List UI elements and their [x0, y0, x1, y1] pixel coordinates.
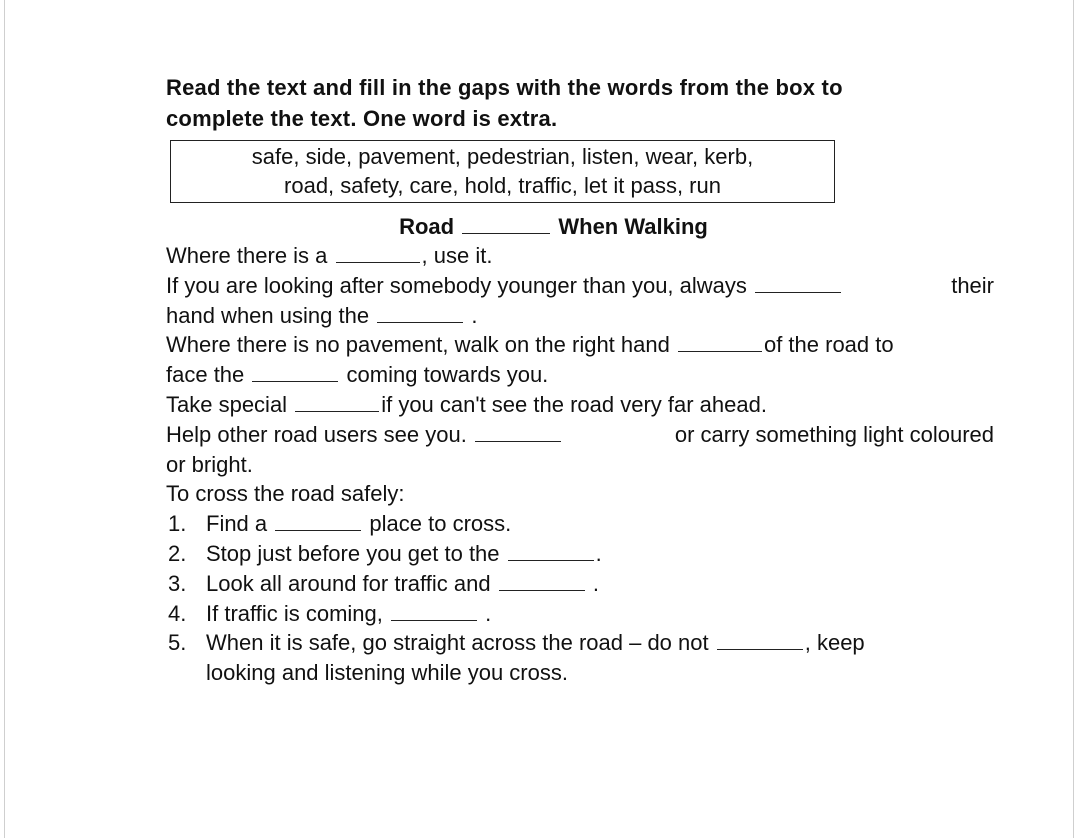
- step-text: Stop just before you get to the: [206, 540, 500, 566]
- gap-2[interactable]: [755, 274, 841, 293]
- word-box-line-2: road, safety, care, hold, traffic, let it pass, run: [284, 173, 721, 198]
- step-text: Find a: [206, 511, 268, 537]
- sentence-5-start: Help other road users see you.: [166, 421, 467, 447]
- sentence-6: To cross the road safely:: [166, 481, 405, 507]
- step-text-cont: looking and listening while you cross.: [206, 660, 568, 686]
- title-gap[interactable]: [462, 215, 550, 234]
- gap-1[interactable]: [336, 244, 420, 263]
- sentence-2-line-2: [166, 301, 1001, 331]
- step-3: [166, 569, 1001, 599]
- step-text: Look all around for traffic and: [206, 570, 491, 596]
- gap-5[interactable]: [252, 363, 338, 382]
- title-before-gap: Road: [399, 214, 455, 239]
- gap-11[interactable]: [391, 602, 477, 621]
- step-text-end: .: [595, 540, 602, 566]
- step-number: 5.: [168, 630, 187, 656]
- step-text-end: .: [485, 600, 492, 626]
- word-box: [170, 140, 835, 203]
- gap-12[interactable]: [717, 631, 803, 650]
- worksheet-content: [166, 72, 1001, 688]
- sentence-4-start: Take special: [166, 391, 288, 417]
- sentence-5-line-2: or bright.: [166, 451, 253, 477]
- step-number: 4.: [168, 600, 187, 626]
- gap-7[interactable]: [475, 423, 561, 442]
- sentence-2-end: .: [471, 302, 478, 328]
- sentence-2-mid: their: [951, 272, 994, 298]
- sentence-3-end: coming towards you.: [346, 362, 549, 388]
- step-number: 2.: [168, 540, 187, 566]
- sentence-5-line-1: [166, 420, 994, 450]
- word-box-line-1: safe, side, pavement, pedestrian, listen, wear, kerb,: [251, 144, 754, 169]
- sentence-3-start: Where there is no pavement, walk on the right hand: [166, 332, 670, 358]
- sentence-3-mid: of the road to: [763, 332, 894, 358]
- sentence-3-line-2: [166, 360, 1001, 390]
- sentence-4-end: if you can't see the road very far ahead.: [381, 391, 767, 417]
- sentence-2-start: If you are looking after somebody younger than you, always: [166, 272, 747, 298]
- sentence-2-cont: hand when using the: [166, 302, 370, 328]
- sentence-2-line-1: [166, 271, 994, 301]
- sentence-3-cont: face the: [166, 362, 245, 388]
- crossing-steps: [166, 509, 1001, 688]
- gap-6[interactable]: [295, 393, 379, 412]
- step-5: [166, 628, 1001, 688]
- instructions: [166, 72, 1001, 134]
- gap-4[interactable]: [678, 333, 762, 352]
- step-text-end: .: [592, 570, 599, 596]
- sentence-1-end: , use it.: [421, 243, 493, 268]
- worksheet-page: [4, 0, 1074, 838]
- gap-9[interactable]: [508, 542, 594, 561]
- step-text-end: place to cross.: [369, 511, 512, 537]
- text-title: [166, 213, 941, 241]
- instructions-line-2: complete the text. One word is extra.: [166, 106, 558, 131]
- gap-3[interactable]: [377, 304, 463, 323]
- step-text: If traffic is coming,: [206, 600, 383, 626]
- gap-8[interactable]: [275, 512, 361, 531]
- gap-fill-text: [166, 241, 1001, 688]
- title-after-gap: When Walking: [558, 214, 708, 239]
- sentence-4: [166, 390, 1001, 420]
- step-text: When it is safe, go straight across the road – do not: [206, 630, 709, 656]
- step-1: [166, 509, 1001, 539]
- step-number: 1.: [168, 511, 187, 537]
- sentence-5-mid: or carry something light coloured: [674, 421, 994, 447]
- instructions-line-1: Read the text and fill in the gaps with the words from the box to: [166, 75, 843, 100]
- step-4: [166, 599, 1001, 629]
- sentence-1-start: Where there is a: [166, 243, 328, 268]
- step-2: [166, 539, 1001, 569]
- step-text-end: , keep: [804, 630, 865, 656]
- sentence-1: [166, 241, 1001, 271]
- gap-10[interactable]: [499, 572, 585, 591]
- sentence-3-line-1: [166, 330, 994, 360]
- step-number: 3.: [168, 570, 187, 596]
